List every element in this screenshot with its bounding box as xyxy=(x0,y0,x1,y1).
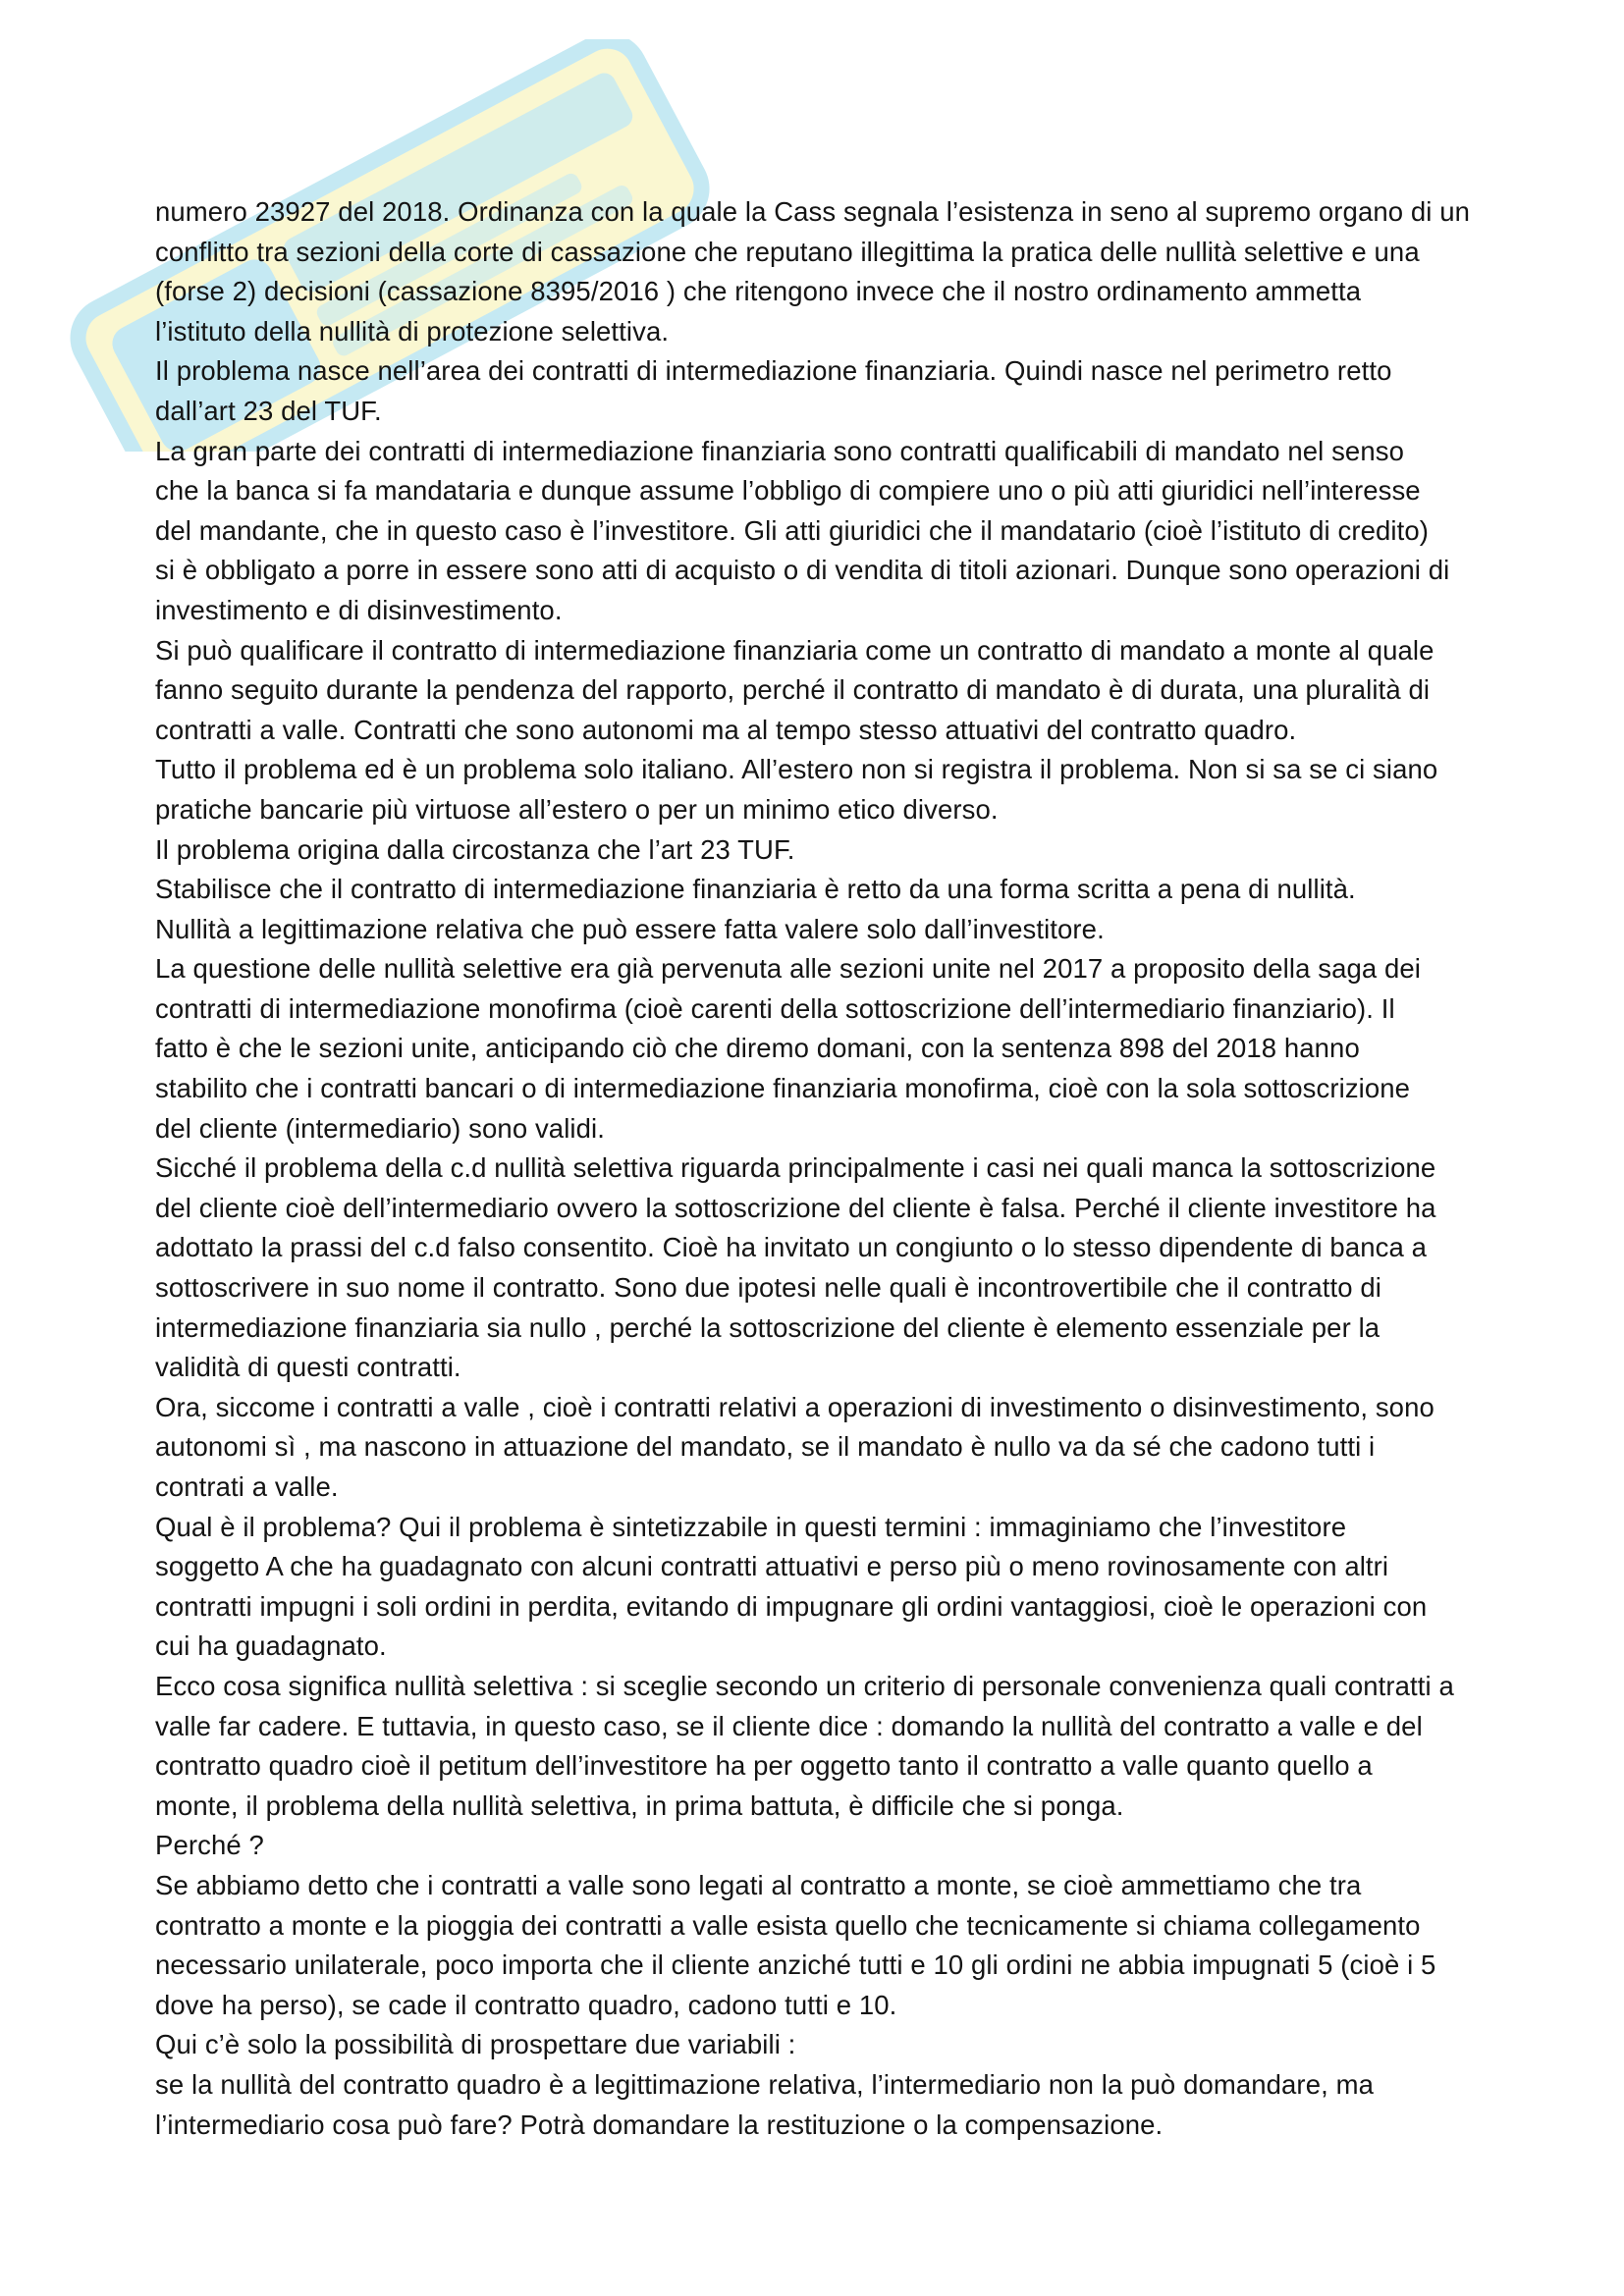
text-line: Tutto il problema ed è un problema solo italiano. All’estero non si registra il problema. Non si sa se ci siano xyxy=(155,754,1438,785)
text-line: contratto a monte e la pioggia dei contratti a valle esista quello che tecnicamente si chiama collegamento xyxy=(155,1909,1421,1941)
text-line: (forse 2) decisioni (cassazione 8395/2016 ) che ritengono invece che il nostro ordinamento ammetta xyxy=(155,276,1362,307)
text-line: Si può qualificare il contratto di intermediazione finanziaria come un contratto di mandato a monte al quale xyxy=(155,634,1435,666)
text-line: fatto è che le sezioni unite, anticipando ciò che diremo domani, con la sentenza 898 del 2018 hanno xyxy=(155,1033,1360,1064)
text-line: validità di questi contratti. xyxy=(155,1352,461,1383)
text-line: Stabilisce che il contratto di intermediazione finanziaria è retto da una forma scritta a pena di nullità. xyxy=(155,874,1356,905)
text-line: contratti impugni i soli ordini in perdita, evitando di impugnare gli ordini vantaggiosi, cioè le operazioni con xyxy=(155,1590,1428,1622)
text-line: numero 23927 del 2018. Ordinanza con la quale la Cass segnala l’esistenza in seno al supremo organo di un xyxy=(155,196,1470,227)
text-line: dove ha perso), se cade il contratto quadro, cadono tutti e 10. xyxy=(155,1989,897,2020)
text-line: contrati a valle. xyxy=(155,1471,339,1502)
text-line: Perché ? xyxy=(155,1830,264,1861)
text-line: Se abbiamo detto che i contratti a valle sono legati al contratto a monte, se cioè ammettiamo che tra xyxy=(155,1869,1362,1900)
text-line: Ora, siccome i contratti a valle , cioè i contratti relativi a operazioni di investimento o disinvestimento, sono xyxy=(155,1391,1435,1422)
text-line: che la banca si fa mandataria e dunque assume l’obbligo di compiere uno o più atti giuridici nell’interesse xyxy=(155,475,1421,507)
text-line: necessario unilaterale, poco importa che il cliente anziché tutti e 10 gli ordini ne abbia impugnati 5 (cioè i 5 xyxy=(155,1949,1436,1981)
text-line: adottato la prassi del c.d falso consentito. Cioè ha invitato un congiunto o lo stesso dipendente di banca a xyxy=(155,1232,1427,1263)
text-line: del cliente cioè dell’intermediario ovvero la sottoscrizione del cliente è falsa. Perché il cliente investitore ha xyxy=(155,1192,1436,1223)
text-line: contratti di intermediazione monofirma (cioè carenti della sottoscrizione dell’intermediario finanziario). Il xyxy=(155,992,1395,1024)
text-line: l’istituto della nullità di protezione selettiva. xyxy=(155,315,670,347)
text-line: Il problema nasce nell’area dei contratti di intermediazione finanziaria. Quindi nasce nel perimetro retto xyxy=(155,355,1392,387)
text-line: conflitto tra sezioni della corte di cassazione che reputano illegittima la pratica delle nullità selettive e una xyxy=(155,236,1420,267)
text-line: Ecco cosa significa nullità selettiva : si sceglie secondo un criterio di personale convenienza quali contratti a xyxy=(155,1670,1454,1701)
text-line: dall’art 23 del TUF. xyxy=(155,395,382,426)
text-line: valle far cadere. E tuttavia, in questo caso, se il cliente dice : domando la nullità del contratto a valle e del xyxy=(155,1710,1423,1741)
text-line: contratti a valle. Contratti che sono autonomi ma al tempo stesso attuativi del contratto quadro. xyxy=(155,714,1297,745)
text-line: fanno seguito durante la pendenza del rapporto, perché il contratto di mandato è di durata, una pluralità di xyxy=(155,674,1431,706)
text-line: monte, il problema della nullità selettiva, in prima battuta, è difficile che si ponga. xyxy=(155,1789,1124,1821)
text-line: sottoscrivere in suo nome il contratto. Sono due ipotesi nelle quali è incontrovertibile che il contratto di xyxy=(155,1272,1381,1304)
text-line: contratto quadro cioè il petitum dell’investitore ha per oggetto tanto il contratto a valle quanto quello a xyxy=(155,1750,1373,1782)
text-line: La gran parte dei contratti di intermediazione finanziaria sono contratti qualificabili di mandato nel senso xyxy=(155,435,1404,466)
text-line: intermediazione finanziaria sia nullo , perché la sottoscrizione del cliente è elemento essenziale per la xyxy=(155,1311,1380,1343)
text-line: stabilito che i contratti bancari o di intermediazione finanziaria monofirma, cioè con la sola sottoscrizione xyxy=(155,1073,1411,1104)
text-line: Sicché il problema della c.d nullità selettiva riguarda principalmente i casi nei quali manca la sottoscrizione xyxy=(155,1152,1436,1184)
text-line: autonomi sì , ma nascono in attuazione del mandato, se il mandato è nullo va da sé che cadono tutti i xyxy=(155,1431,1376,1463)
text-line: pratiche bancarie più virtuose all’estero o per un minimo etico diverso. xyxy=(155,793,999,825)
text-line: l’intermediario cosa può fare? Potrà domandare la restituzione o la compensazione. xyxy=(155,2109,1164,2140)
text-line: Qui c’è solo la possibilità di prospettare due variabili : xyxy=(155,2029,796,2060)
document-body xyxy=(155,192,1510,2145)
text-line: cui ha guadagnato. xyxy=(155,1630,387,1662)
text-line: Nullità a legittimazione relativa che può essere fatta valere solo dall’investitore. xyxy=(155,913,1105,944)
text-line: si è obbligato a porre in essere sono atti di acquisto o di vendita di titoli azionari. Dunque sono operazioni di xyxy=(155,555,1450,586)
text-line: Qual è il problema? Qui il problema è sintetizzabile in questi termini : immaginiamo che l’investitore xyxy=(155,1511,1347,1542)
text-line: Il problema origina dalla circostanza che l’art 23 TUF. xyxy=(155,833,795,865)
text-line: La questione delle nullità selettive era già pervenuta alle sezioni unite nel 2017 a proposito della saga dei xyxy=(155,953,1422,985)
text-line: soggetto A che ha guadagnato con alcuni contratti attuativi e perso più o meno rovinosamente con altri xyxy=(155,1551,1389,1582)
text-line: del cliente (intermediario) sono validi. xyxy=(155,1112,605,1144)
text-line: investimento e di disinvestimento. xyxy=(155,594,563,625)
text-line: se la nullità del contratto quadro è a legittimazione relativa, l’intermediario non la può domandare, ma xyxy=(155,2068,1374,2100)
text-line: del mandante, che in questo caso è l’investitore. Gli atti giuridici che il mandatario (cioè l’istituto di credito) xyxy=(155,514,1429,546)
